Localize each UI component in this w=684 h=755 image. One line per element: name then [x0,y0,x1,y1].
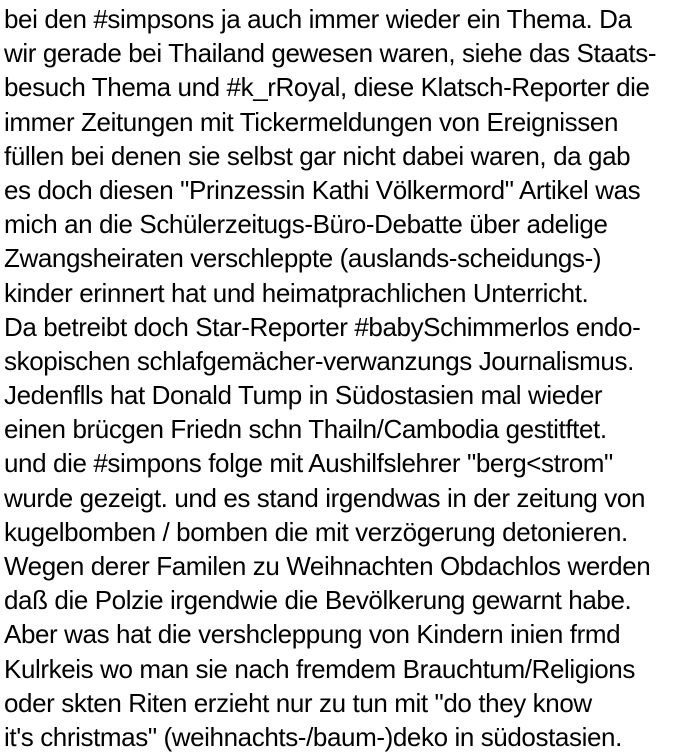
text-line: it's christmas" (weihnachts-/baum-)deko in südostasien. [4,721,622,752]
text-line: Da betreibt doch Star-Reporter #babySchimmerlos endo- [4,311,641,342]
text-line: einen brücgen Friedn schn Thailn/Cambodia gestitftet. [4,414,607,445]
text-line: daß die Polzie irgendwie die Bevölkerung gewarnt habe. [4,585,632,616]
text-line: kugelbomben / bomben die mit verzögerung detonieren. [4,516,628,547]
text-line: bei den #simpsons ja auch immer wieder ein Thema. Da [4,4,632,34]
text-line: kinder erinnert hat und heimatprachlichen Unterricht. [4,277,589,308]
text-line: wir gerade bei Thailand gewesen waren, siehe das Staats- [4,38,657,69]
text-line: Kulrkeis wo man sie nach fremdem Brauchtum/Religions [4,653,635,684]
text-line: Zwangsheiraten verschleppte (auslands-scheidungs-) [4,243,602,274]
text-line: Wegen derer Familen zu Weihnachten Obdachlos werden [4,551,651,581]
text-paragraph [4,2,684,754]
text-line: skopischen schlafgemächer-verwanzungs Journalismus. [4,345,634,376]
text-line: immer Zeitungen mit Tickermeldungen von Ereignissen [4,106,618,137]
text-line: mich an die Schülerzeitugs-Büro-Debatte über adelige [4,209,608,240]
text-line: und die #simpons folge mit Aushilfslehrer "berg<strom" [4,448,613,479]
text-line: es doch diesen "Prinzessin Kathi Völkermord" Artikel was [4,174,641,205]
text-line: füllen bei denen sie selbst gar nicht dabei waren, da gab [4,140,631,171]
text-line: wurde gezeigt. und es stand irgendwas in der zeitung von [4,482,646,513]
text-line: Jedenflls hat Donald Tump in Südostasien mal wieder [4,380,603,411]
text-line: besuch Thema und #k_rRoyal, diese Klatsch-Reporter die [4,72,650,103]
text-line: oder skten Riten erzieht nur zu tun mit "do they know [4,687,592,718]
text-line: Aber was hat die vershcleppung von Kindern inien frmd [4,619,621,650]
